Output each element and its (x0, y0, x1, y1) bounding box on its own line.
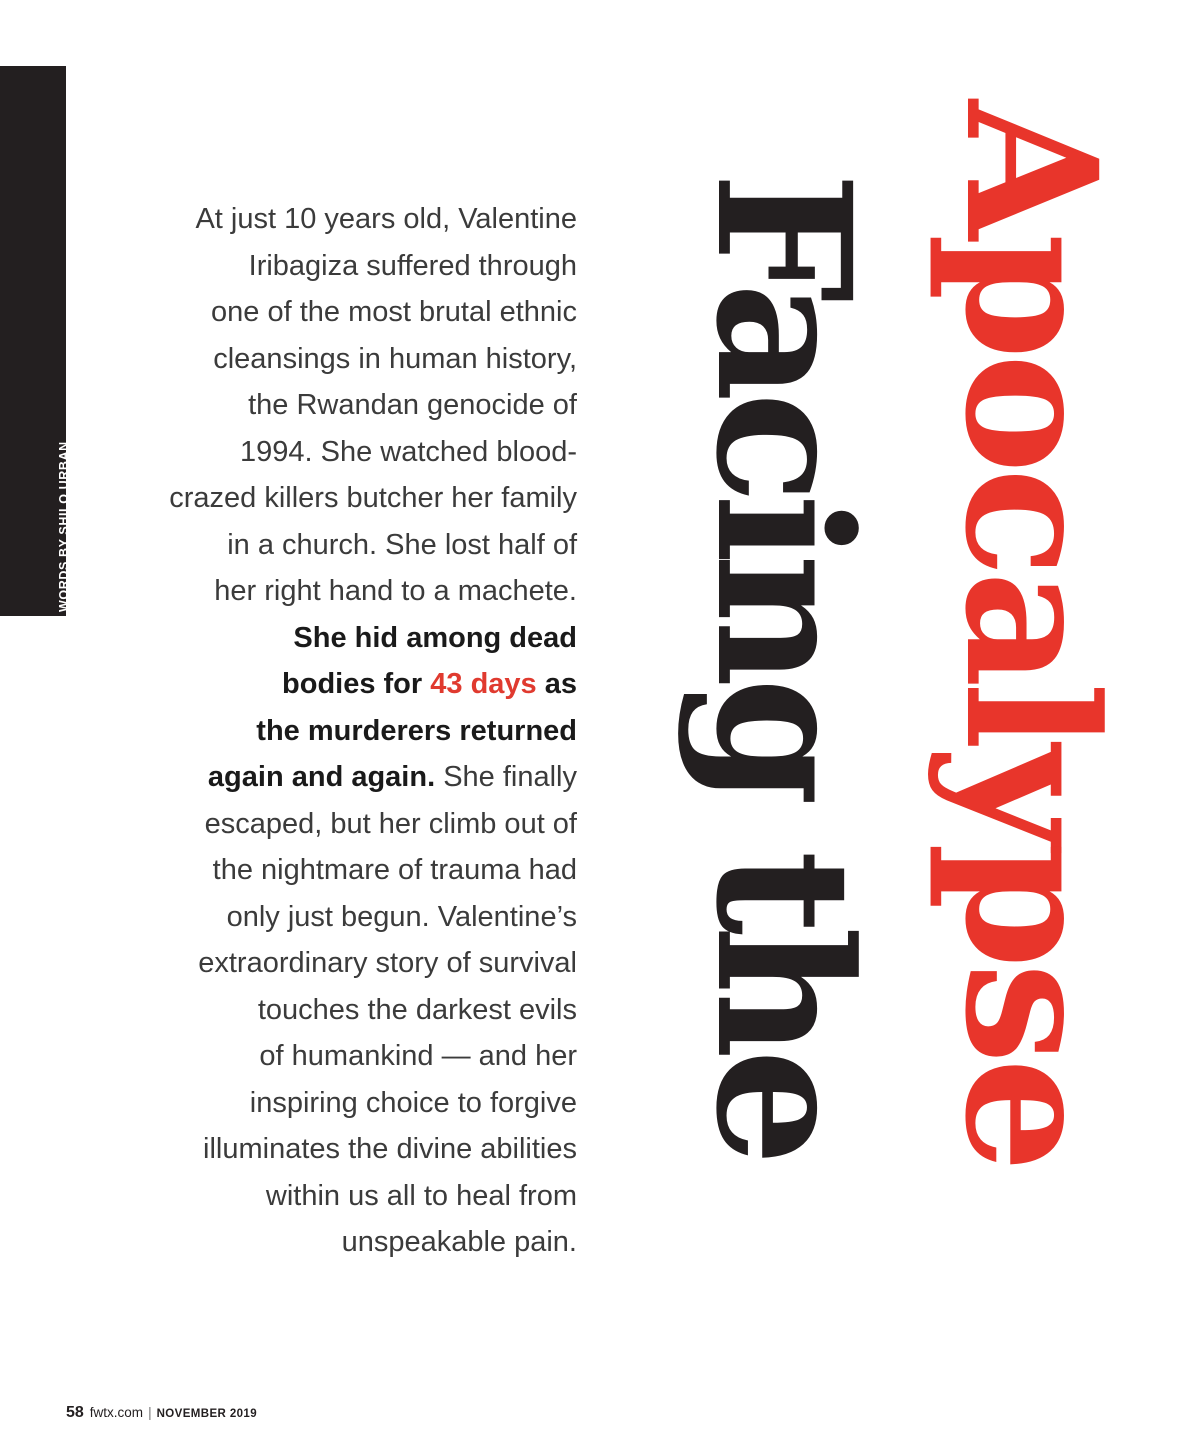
intro-line: of humankind — and her (259, 1040, 577, 1072)
intro-line: crazed killers butcher her family (169, 482, 577, 514)
site-name: fwtx.com (89, 1405, 144, 1420)
intro-line: illuminates the divine abilities (203, 1133, 577, 1165)
intro-bold-line (130, 661, 577, 708)
intro-line: only just begun. Valentine’s (226, 900, 577, 933)
intro-line: in a church. She lost half of (227, 528, 577, 561)
highlight-43-days: 43 days (430, 668, 537, 700)
intro-line: cleansings in human history, (213, 342, 577, 375)
intro-line: inspiring choice to forgive (249, 1086, 577, 1119)
intro-line: one of the most brutal ethnic (211, 296, 577, 328)
page-number: 58 (66, 1404, 84, 1421)
intro-line: the Rwandan genocide of (248, 389, 577, 421)
intro-line: extraordinary story of survival (198, 947, 577, 979)
intro-bold-text: as (536, 668, 577, 700)
intro-line: her right hand to a machete. (214, 575, 577, 607)
intro-bold-line: the murderers returned (256, 714, 577, 747)
intro-line: Iribagiza suffered through (248, 249, 577, 282)
intro-line: touches the darkest evils (257, 993, 577, 1026)
intro-line: the nightmare of trauma had (212, 854, 577, 886)
intro-line: At just 10 years old, Valentine (195, 203, 577, 235)
page-footer (66, 1404, 257, 1422)
intro-bold-text: again and again. (207, 761, 436, 793)
intro-paragraph (130, 196, 577, 1266)
intro-line (130, 754, 577, 801)
intro-bold-text: bodies for (282, 668, 431, 700)
intro-line: escaped, but her climb out of (204, 807, 577, 840)
byline: WORDS BY SHILO URBAN (57, 441, 71, 612)
intro-text: She finally (435, 761, 577, 793)
issue-date: NOVEMBER 2019 (156, 1408, 258, 1420)
intro-bold-line: She hid among dead (293, 621, 577, 654)
intro-line: unspeakable pain. (341, 1226, 577, 1258)
intro-line: within us all to heal from (265, 1179, 577, 1212)
headline-line-2: Apocalypse (925, 100, 1136, 1167)
intro-line: 1994. She watched blood- (240, 435, 577, 468)
footer-separator: | (148, 1405, 152, 1420)
headline-line-1: Facing the (675, 172, 891, 1157)
